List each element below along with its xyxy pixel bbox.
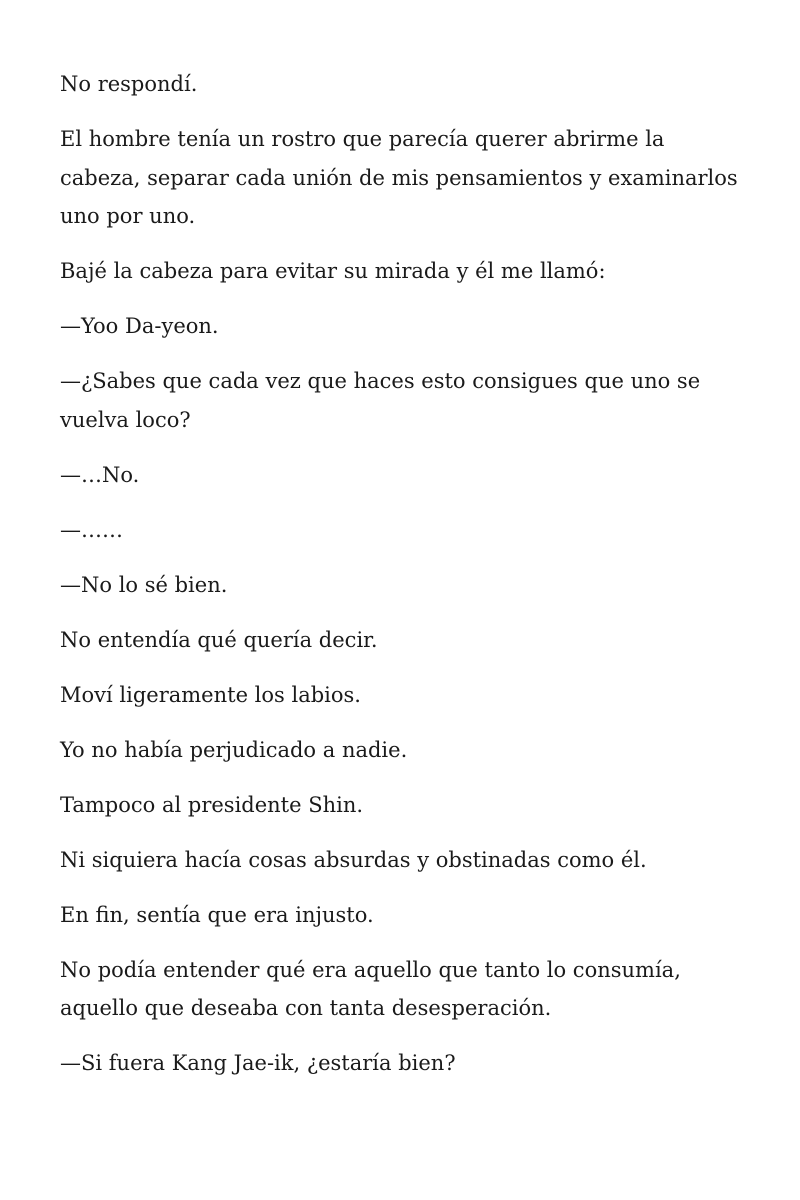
text-page <box>60 65 740 1099</box>
dialogue-line: —¿Sabes que cada vez que haces esto consigues que uno se vuelva loco? <box>60 369 701 432</box>
paragraph: Tampoco al presidente Shin. <box>60 792 364 817</box>
dialogue-line: —No lo sé bien. <box>60 572 228 597</box>
paragraph: No entendía qué quería decir. <box>60 627 378 652</box>
paragraph: Ni siquiera hacía cosas absurdas y obstinadas como él. <box>60 847 647 872</box>
dialogue-line: —Yoo Da-yeon. <box>60 314 219 338</box>
paragraph: El hombre tenía un rostro que parecía querer abrirme la cabeza, separar cada unión de mis pensamientos y examinarlos uno por uno. <box>60 127 738 228</box>
paragraph: No podía entender qué era aquello que tanto lo consumía, aquello que deseaba con tanta desesperación. <box>60 957 681 1020</box>
paragraph: Yo no había perjudicado a nadie. <box>60 737 408 762</box>
paragraph: En fin, sentía que era injusto. <box>60 902 374 927</box>
paragraph: Moví ligeramente los labios. <box>60 682 361 707</box>
dialogue-line: —…… <box>60 517 123 542</box>
paragraph: Bajé la cabeza para evitar su mirada y él me llamó: <box>60 259 606 283</box>
dialogue-line: —Si fuera Kang Jae-ik, ¿estaría bien? <box>60 1051 456 1075</box>
paragraph: No respondí. <box>60 72 198 96</box>
dialogue-line: —…No. <box>60 462 140 487</box>
